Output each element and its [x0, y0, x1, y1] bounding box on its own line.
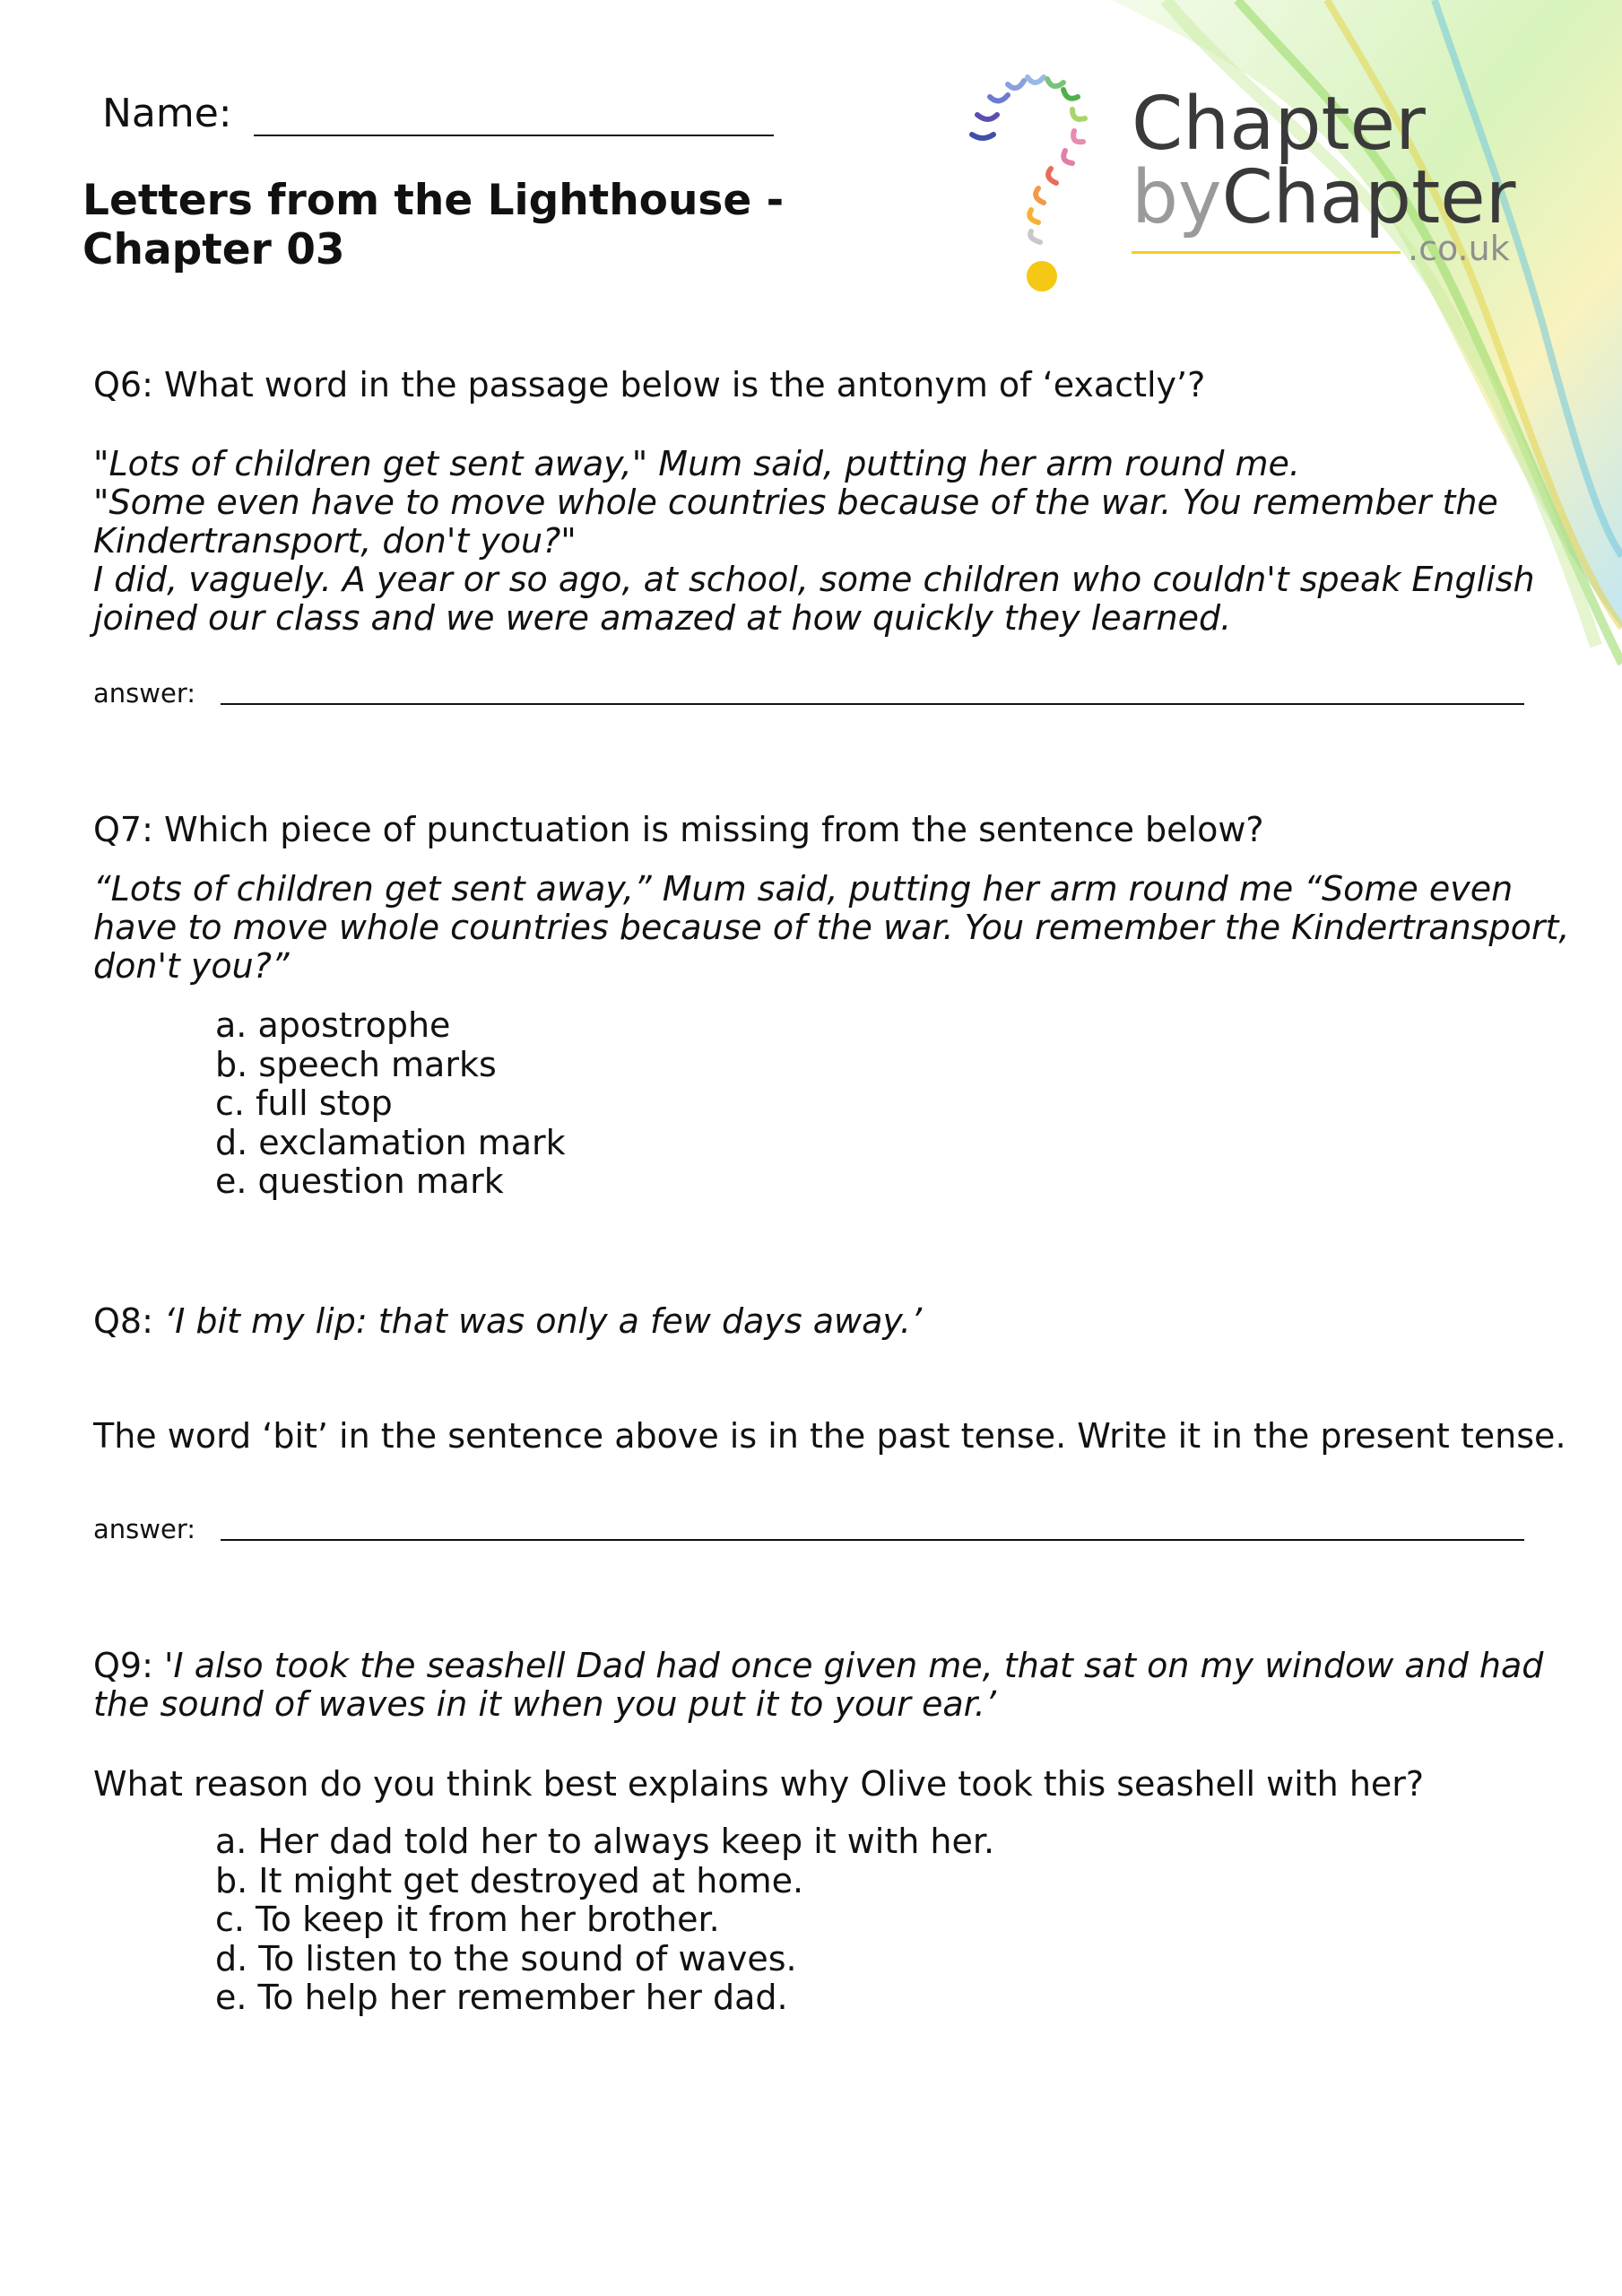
q9-quote-line-1: 'I also took the seashell Dad had once given me, that sat on my window and had [163, 1646, 1544, 1685]
option-item[interactable]: e. question mark [215, 1161, 504, 1201]
q9-prompt [93, 1647, 1543, 1724]
name-input-line[interactable] [254, 90, 774, 136]
q7-options [215, 1006, 566, 1202]
q6-prompt: Q6: What word in the passage below is the antonym of ‘exactly’? [93, 365, 1206, 404]
option-item[interactable]: d. To listen to the sound of waves. [215, 1938, 797, 1979]
option-item[interactable]: c. full stop [215, 1083, 393, 1123]
q9-quote-line-2: the sound of waves in it when you put it to your ear.’ [93, 1684, 996, 1724]
option-item[interactable]: b. It might get destroyed at home. [215, 1860, 804, 1900]
passage-line: Kindertransport, don't you?" [93, 521, 577, 561]
name-label: Name: [102, 91, 232, 136]
q8-label: Q8: [93, 1301, 153, 1341]
passage-line: “Lots of children get sent away,” Mum said, putting her arm round me “Some even [93, 869, 1514, 909]
passage-line: I did, vaguely. A year or so ago, at school, some children who couldn't speak English [93, 560, 1535, 599]
option-item[interactable]: a. Her dad told her to always keep it with her. [215, 1822, 995, 1861]
q8-quote: ‘I bit my lip: that was only a few days away.’ [163, 1301, 923, 1341]
passage-line: "Some even have to move whole countries because of the war. You remember the [93, 483, 1498, 522]
q6-answer-label: answer: [93, 678, 196, 709]
q8-answer-label: answer: [93, 1514, 196, 1544]
book-question-mark-icon [950, 45, 1130, 314]
logo-text-bychapter [1132, 155, 1516, 240]
option-item[interactable]: a. apostrophe [215, 1005, 451, 1045]
q9-question: What reason do you think best explains why Olive took this seashell with her? [93, 1764, 1425, 1804]
q6-answer-line[interactable] [221, 703, 1524, 705]
q8-answer-line[interactable] [221, 1539, 1524, 1541]
q9-options [215, 1822, 994, 2018]
logo-underline [1132, 251, 1401, 254]
name-field-row [102, 90, 774, 136]
passage-line: don't you?” [93, 946, 290, 986]
page-title: Letters from the Lighthouse - Chapter 03 [82, 176, 785, 274]
option-item[interactable]: e. To help her remember her dad. [215, 1978, 788, 2017]
q8-instruction: The word ‘bit’ in the sentence above is in the past tense. Write it in the present tense. [93, 1416, 1566, 1456]
passage-line: joined our class and we were amazed at how quickly they learned. [93, 598, 1232, 638]
logo-text-by: by [1132, 155, 1222, 240]
q6-passage [93, 445, 1535, 638]
logo-text-chapter-2: Chapter [1221, 155, 1516, 240]
option-item[interactable]: c. To keep it from her brother. [215, 1900, 720, 1939]
logo-text-chapter: Chapter [1132, 82, 1426, 167]
option-item[interactable]: d. exclamation mark [215, 1122, 566, 1162]
passage-line: have to move whole countries because of the war. You remember the Kindertransport, [93, 908, 1570, 947]
option-item[interactable]: b. speech marks [215, 1044, 497, 1084]
logo-domain: .co.uk [1408, 229, 1510, 268]
q9-label: Q9: [93, 1646, 153, 1685]
passage-line: "Lots of children get sent away," Mum said, putting her arm round me. [93, 444, 1300, 483]
q7-passage [93, 870, 1570, 986]
q8-prompt [93, 1302, 922, 1341]
q7-prompt: Q7: Which piece of punctuation is missing from the sentence below? [93, 810, 1264, 849]
